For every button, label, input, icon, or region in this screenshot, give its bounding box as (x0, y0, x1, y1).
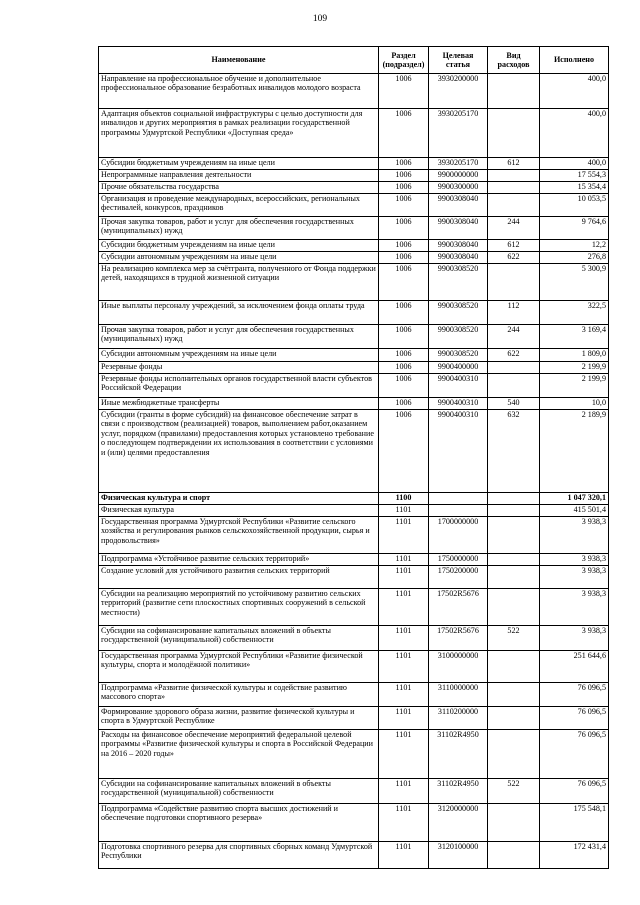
cell-amount: 2 199,9 (540, 362, 609, 374)
cell-kind: 112 (488, 301, 540, 325)
cell-section: 1006 (379, 264, 429, 301)
cell-target: 9900400310 (429, 410, 488, 493)
table-row (99, 170, 609, 182)
cell-amount: 400,0 (540, 74, 609, 109)
cell-target: 9900400310 (429, 398, 488, 410)
table-row (99, 804, 609, 842)
cell-amount: 1 809,0 (540, 349, 609, 362)
table-row (99, 74, 609, 109)
table-row (99, 194, 609, 217)
cell-kind: 244 (488, 325, 540, 349)
cell-kind (488, 362, 540, 374)
table-row (99, 626, 609, 651)
cell-kind (488, 651, 540, 683)
cell-section: 1006 (379, 109, 429, 158)
budget-table (98, 46, 609, 869)
cell-section: 1006 (379, 374, 429, 398)
cell-target: 9900308040 (429, 240, 488, 252)
cell-kind (488, 194, 540, 217)
cell-amount: 12,2 (540, 240, 609, 252)
cell-kind: 632 (488, 410, 540, 493)
table-row (99, 730, 609, 779)
cell-kind: 622 (488, 349, 540, 362)
cell-name: На реализацию комплекса мер за счётгранта, полученного от Фонда поддержки детей, находящихся в трудной жизненной ситуации (99, 264, 379, 301)
cell-amount: 415 501,4 (540, 505, 609, 517)
cell-section: 1101 (379, 804, 429, 842)
cell-name: Физическая культура и спорт (99, 493, 379, 505)
cell-kind (488, 566, 540, 589)
cell-kind (488, 683, 540, 707)
cell-kind: 522 (488, 779, 540, 804)
table-row (99, 349, 609, 362)
cell-section: 1006 (379, 182, 429, 194)
cell-amount: 400,0 (540, 158, 609, 170)
cell-section: 1101 (379, 554, 429, 566)
cell-target (429, 493, 488, 505)
cell-target: 9900308520 (429, 264, 488, 301)
header-name: Наименование (99, 47, 379, 74)
cell-name: Подпрограмма «Устойчивое развитие сельских территорий» (99, 554, 379, 566)
cell-name: Формирование здорового образа жизни, развитие физической культуры и спорта в Удмуртской Республике (99, 707, 379, 730)
cell-amount: 1 047 320,1 (540, 493, 609, 505)
cell-kind: 612 (488, 158, 540, 170)
cell-name: Иные межбюджетные трансферты (99, 398, 379, 410)
cell-target: 31102R4950 (429, 730, 488, 779)
cell-name: Подготовка спортивного резерва для спортивных сборных команд Удмуртской Республики (99, 842, 379, 869)
cell-name: Прочая закупка товаров, работ и услуг для обеспечения государственных (муниципальных) нужд (99, 217, 379, 240)
cell-section: 1101 (379, 566, 429, 589)
cell-section: 1100 (379, 493, 429, 505)
cell-section: 1006 (379, 252, 429, 264)
cell-target: 3110000000 (429, 683, 488, 707)
cell-target: 3110200000 (429, 707, 488, 730)
cell-name: Государственная программа Удмуртской Республики «Развитие сельского хозяйства и регулирования рынков сельскохозяйственной продукции, сырья и продовольствия» (99, 517, 379, 554)
cell-target: 9900300000 (429, 182, 488, 194)
cell-kind (488, 842, 540, 869)
cell-name: Субсидии на софинансирование капитальных вложений в объекты государственной (муниципальной) собственности (99, 779, 379, 804)
table-row (99, 505, 609, 517)
cell-target: 9900308520 (429, 325, 488, 349)
cell-kind (488, 170, 540, 182)
cell-section: 1006 (379, 410, 429, 493)
table-row (99, 264, 609, 301)
table-row (99, 398, 609, 410)
table-row (99, 707, 609, 730)
cell-name: Резервные фонды исполнительных органов государственной власти субъектов Российской Федерации (99, 374, 379, 398)
cell-target: 9900308520 (429, 301, 488, 325)
header-amount: Исполнено (540, 47, 609, 74)
cell-target: 3100000000 (429, 651, 488, 683)
cell-section: 1101 (379, 683, 429, 707)
cell-kind (488, 109, 540, 158)
cell-amount: 10 053,5 (540, 194, 609, 217)
cell-amount: 322,5 (540, 301, 609, 325)
cell-kind (488, 589, 540, 626)
cell-target: 9900000000 (429, 170, 488, 182)
table-row (99, 566, 609, 589)
cell-section: 1101 (379, 589, 429, 626)
table-header-row (99, 47, 609, 74)
header-section: Раздел (подраздел) (379, 47, 429, 74)
cell-name: Организация и проведение международных, всероссийских, региональных фестивалей, конкурсов, праздников (99, 194, 379, 217)
cell-name: Резервные фонды (99, 362, 379, 374)
cell-name: Иные выплаты персоналу учреждений, за исключением фонда оплаты труда (99, 301, 379, 325)
cell-section: 1006 (379, 158, 429, 170)
cell-target: 9900308040 (429, 194, 488, 217)
cell-target: 1700000000 (429, 517, 488, 554)
cell-section: 1006 (379, 398, 429, 410)
table-row (99, 158, 609, 170)
table-row (99, 493, 609, 505)
cell-name: Субсидии бюджетным учреждениям на иные цели (99, 158, 379, 170)
cell-target: 9900400000 (429, 362, 488, 374)
cell-kind (488, 74, 540, 109)
cell-target: 3930205170 (429, 109, 488, 158)
cell-amount: 2 199,9 (540, 374, 609, 398)
table-row (99, 842, 609, 869)
cell-section: 1006 (379, 301, 429, 325)
cell-amount: 400,0 (540, 109, 609, 158)
cell-amount: 17 554,3 (540, 170, 609, 182)
cell-target: 9900308520 (429, 349, 488, 362)
cell-name: Субсидии на реализацию мероприятий по устойчивому развитию сельских территорий (развитие сети плоскостных спортивных сооружений в сельской местности) (99, 589, 379, 626)
cell-name: Направление на профессиональное обучение и дополнительное профессиональное образование безработных инвалидов молодого возраста (99, 74, 379, 109)
page-number: 109 (312, 14, 328, 24)
cell-section: 1006 (379, 170, 429, 182)
cell-name: Субсидии автономным учреждениям на иные цели (99, 252, 379, 264)
cell-section: 1006 (379, 240, 429, 252)
cell-target: 3120100000 (429, 842, 488, 869)
cell-amount: 76 096,5 (540, 779, 609, 804)
cell-target: 1750000000 (429, 554, 488, 566)
table-row (99, 554, 609, 566)
cell-amount: 9 764,6 (540, 217, 609, 240)
cell-amount: 276,8 (540, 252, 609, 264)
cell-kind (488, 264, 540, 301)
cell-target: 17502R5676 (429, 589, 488, 626)
cell-amount: 3 169,4 (540, 325, 609, 349)
cell-amount: 251 644,6 (540, 651, 609, 683)
cell-target: 31102R4950 (429, 779, 488, 804)
cell-target: 1750200000 (429, 566, 488, 589)
cell-amount: 2 189,9 (540, 410, 609, 493)
cell-target (429, 505, 488, 517)
table-row (99, 240, 609, 252)
cell-section: 1101 (379, 517, 429, 554)
cell-section: 1101 (379, 842, 429, 869)
cell-section: 1101 (379, 707, 429, 730)
cell-target: 9900308040 (429, 217, 488, 240)
header-kind: Вид расходов (488, 47, 540, 74)
cell-name: Прочие обязательства государства (99, 182, 379, 194)
cell-kind (488, 554, 540, 566)
cell-section: 1006 (379, 362, 429, 374)
cell-name: Субсидии на софинансирование капитальных вложений в объекты государственной (муниципальной) собственности (99, 626, 379, 651)
cell-kind: 244 (488, 217, 540, 240)
table-row (99, 410, 609, 493)
cell-kind (488, 707, 540, 730)
header-target: Целевая статья (429, 47, 488, 74)
cell-amount: 172 431,4 (540, 842, 609, 869)
cell-name: Субсидии (гранты в форме субсидий) на финансовое обеспечение затрат в связи с производством (реализацией) товаров, выполнением работ,оказанием услуг, порядком (правилами) предоставления которых установлено требование о последующем подтверждении их использования в соответствии с условиями и (или) целями предоставления (99, 410, 379, 493)
cell-amount: 76 096,5 (540, 683, 609, 707)
table-row (99, 182, 609, 194)
cell-kind: 612 (488, 240, 540, 252)
cell-target: 3930205170 (429, 158, 488, 170)
cell-section: 1101 (379, 626, 429, 651)
cell-kind (488, 182, 540, 194)
cell-section: 1006 (379, 217, 429, 240)
cell-name: Физическая культура (99, 505, 379, 517)
cell-section: 1006 (379, 325, 429, 349)
cell-name: Прочая закупка товаров, работ и услуг для обеспечения государственных (муниципальных) нужд (99, 325, 379, 349)
cell-kind: 622 (488, 252, 540, 264)
cell-kind (488, 505, 540, 517)
cell-amount: 3 938,3 (540, 554, 609, 566)
table-row (99, 683, 609, 707)
table-row (99, 109, 609, 158)
cell-amount: 175 548,1 (540, 804, 609, 842)
table-body (99, 74, 609, 869)
cell-kind (488, 804, 540, 842)
table-row (99, 217, 609, 240)
cell-kind: 540 (488, 398, 540, 410)
cell-amount: 3 938,3 (540, 566, 609, 589)
cell-name: Подпрограмма «Содействие развитию спорта высших достижений и обеспечение подготовки спортивного резерва» (99, 804, 379, 842)
table-row (99, 651, 609, 683)
cell-section: 1006 (379, 74, 429, 109)
cell-amount: 10,0 (540, 398, 609, 410)
cell-section: 1006 (379, 194, 429, 217)
cell-kind (488, 493, 540, 505)
cell-target: 9900400310 (429, 374, 488, 398)
cell-name: Непрограммные направления деятельности (99, 170, 379, 182)
cell-target: 3120000000 (429, 804, 488, 842)
table-row (99, 362, 609, 374)
table-row (99, 325, 609, 349)
cell-amount: 15 354,4 (540, 182, 609, 194)
cell-amount: 5 300,9 (540, 264, 609, 301)
cell-section: 1101 (379, 779, 429, 804)
table-row (99, 589, 609, 626)
cell-name: Создание условий для устойчивого развития сельских территорий (99, 566, 379, 589)
cell-section: 1101 (379, 505, 429, 517)
cell-kind (488, 374, 540, 398)
cell-name: Расходы на финансовое обеспечение мероприятий федеральной целевой программы «Развитие физической культуры и спорта в Российской Федерации на 2016 – 2020 годы» (99, 730, 379, 779)
cell-amount: 3 938,3 (540, 626, 609, 651)
cell-name: Подпрограмма «Развитие физической культуры и содействие развитию массового спорта» (99, 683, 379, 707)
table-row (99, 252, 609, 264)
cell-name: Субсидии автономным учреждениям на иные цели (99, 349, 379, 362)
cell-kind (488, 730, 540, 779)
cell-amount: 76 096,5 (540, 730, 609, 779)
cell-amount: 3 938,3 (540, 589, 609, 626)
cell-kind: 522 (488, 626, 540, 651)
cell-target: 9900308040 (429, 252, 488, 264)
cell-name: Субсидии бюджетным учреждениям на иные цели (99, 240, 379, 252)
cell-target: 3930200000 (429, 74, 488, 109)
cell-name: Адаптация объектов социальной инфраструктуры с целью доступности для инвалидов и других мероприятия в рамках реализации государственной программы Удмуртской Республики «Доступная среда» (99, 109, 379, 158)
cell-amount: 76 096,5 (540, 707, 609, 730)
table-row (99, 517, 609, 554)
table-row (99, 374, 609, 398)
cell-section: 1101 (379, 651, 429, 683)
cell-amount: 3 938,3 (540, 517, 609, 554)
table-row (99, 779, 609, 804)
table-row (99, 301, 609, 325)
cell-section: 1006 (379, 349, 429, 362)
cell-section: 1101 (379, 730, 429, 779)
cell-kind (488, 517, 540, 554)
cell-target: 17502R5676 (429, 626, 488, 651)
cell-name: Государственная программа Удмуртской Республики «Развитие физической культуры, спорта и молодёжной политики» (99, 651, 379, 683)
